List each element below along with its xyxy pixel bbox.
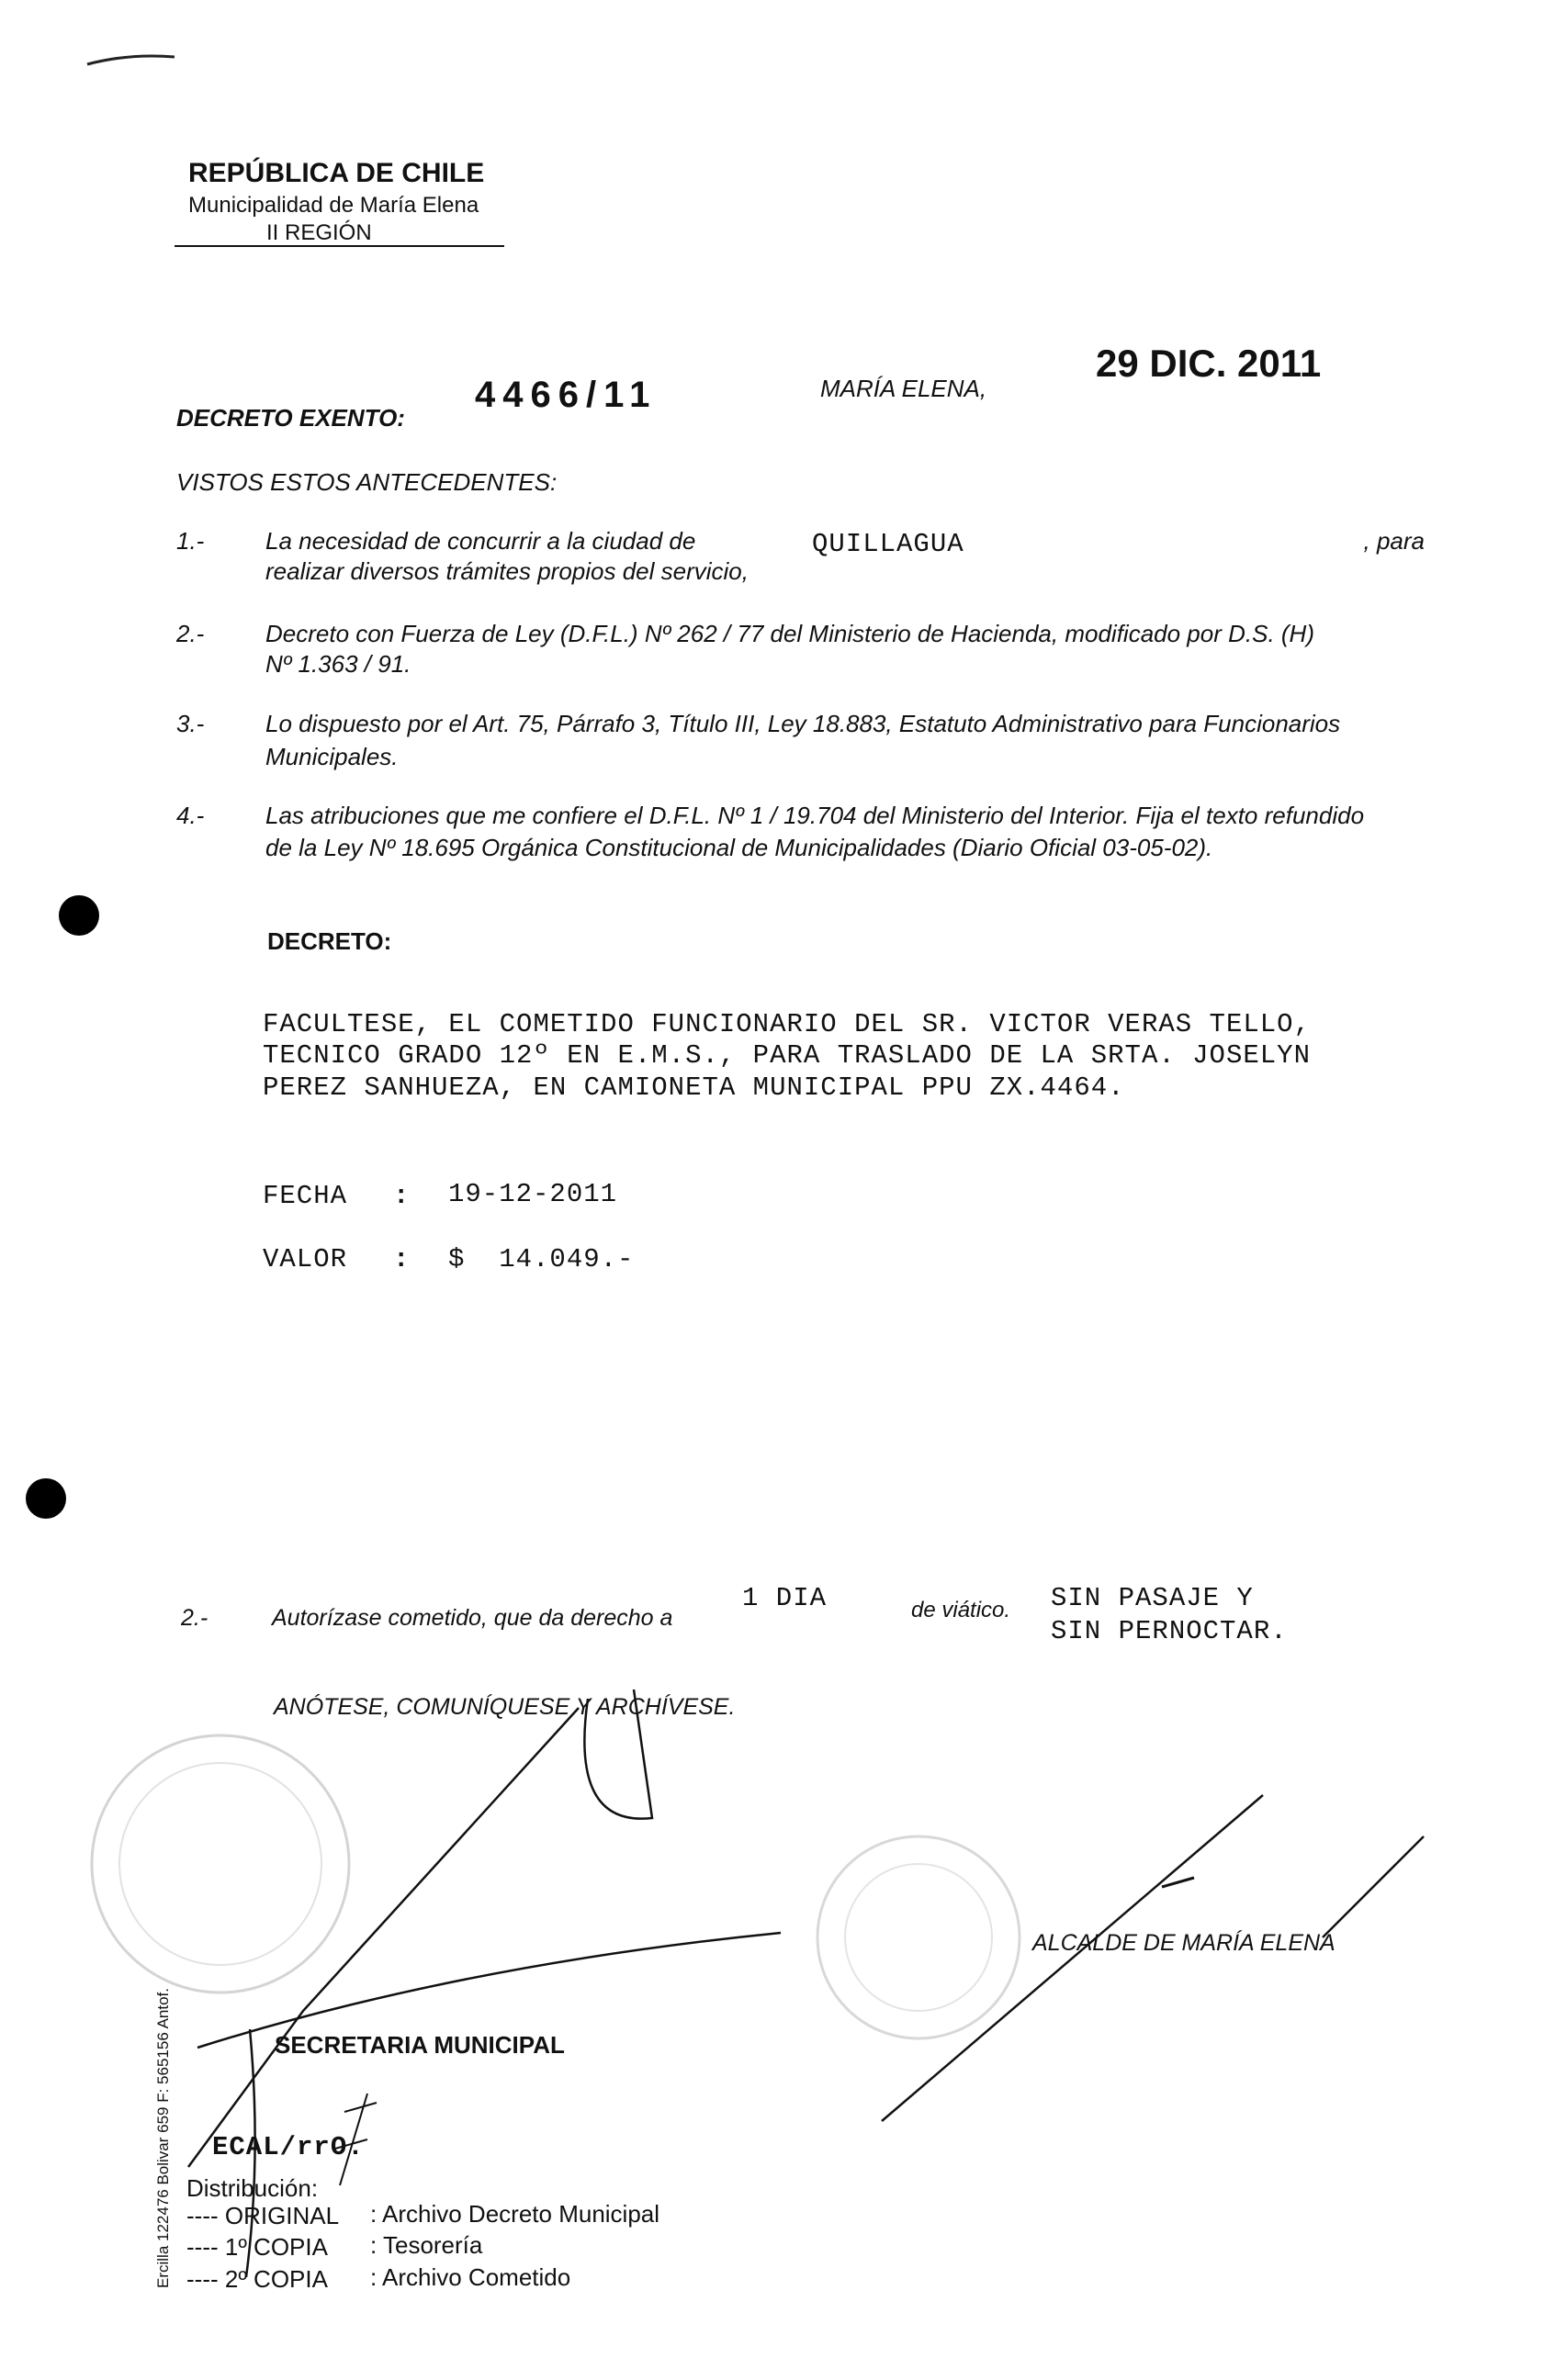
- antecedentes-title: VISTOS ESTOS ANTECEDENTES:: [176, 468, 558, 496]
- decreto-body-line: TECNICO GRADO 12º EN E.M.S., PARA TRASLADO DE LA SRTA. JOSELYN: [263, 1040, 1311, 1071]
- decreto-title: DECRETO:: [267, 927, 392, 955]
- item-text: , para: [1363, 527, 1425, 555]
- point2-condition: SIN PASAJE Y: [1051, 1583, 1254, 1613]
- point2-viatico: de viático.: [911, 1598, 1011, 1622]
- point2-text: Autorízase cometido, que da derecho a: [272, 1605, 673, 1631]
- decree-date-stamp: 29 DIC. 2011: [1096, 342, 1322, 385]
- decree-number-stamp: 4466/11: [475, 375, 658, 415]
- distribution-copy: ---- 2º COPIA: [186, 2265, 328, 2293]
- destination-city: QUILLAGUA: [812, 529, 964, 559]
- colon: :: [393, 1244, 411, 1274]
- item-text: Las atribuciones que me confiere el D.F.L. Nº 1 / 19.704 del Ministerio del Interior. Fija el texto refundido: [265, 802, 1365, 829]
- decreto-body-line: FACULTESE, EL COMETIDO FUNCIONARIO DEL SR. VICTOR VERAS TELLO,: [263, 1009, 1311, 1039]
- decree-place: MARÍA ELENA,: [820, 375, 987, 402]
- alcalde-title: ALCALDE DE MARÍA ELENA: [1032, 1930, 1336, 1956]
- point2-days: 1 DIA: [742, 1583, 828, 1613]
- item-number: 2.-: [176, 620, 205, 647]
- valor-value: $ 14.049.-: [448, 1244, 635, 1274]
- item-number: 4.-: [176, 802, 205, 829]
- header-municipality: Municipalidad de María Elena: [188, 193, 479, 218]
- distribution-dest: : Archivo Decreto Municipal: [370, 2200, 660, 2228]
- distribution-title: Distribución:: [186, 2174, 319, 2202]
- distribution-dest: : Tesorería: [370, 2231, 483, 2259]
- item-text: Lo dispuesto por el Art. 75, Párrafo 3, Título III, Ley 18.883, Estatuto Administrativo para Funcionarios: [265, 710, 1341, 737]
- header-country: REPÚBLICA DE CHILE: [188, 158, 485, 188]
- item-number: 3.-: [176, 710, 205, 737]
- signature-alcalde: [882, 1795, 1263, 2121]
- printer-note: Ercilla 122476 Bolivar 659 F: 565156 Antof.: [154, 1988, 172, 2288]
- header-region: II REGIÓN: [266, 220, 372, 245]
- closing-formula: ANÓTESE, COMUNÍQUESE Y ARCHÍVESE.: [274, 1694, 736, 1720]
- initials: ECAL/rrO.: [212, 2132, 365, 2162]
- item-text: Municipales.: [265, 743, 399, 770]
- point2-number: 2.-: [181, 1605, 208, 1631]
- distribution-dest: : Archivo Cometido: [370, 2263, 571, 2291]
- municipal-seal-left: [92, 1735, 349, 1993]
- valor-label: VALOR: [263, 1244, 348, 1274]
- item-text: Nº 1.363 / 91.: [265, 650, 411, 678]
- punch-hole: [59, 895, 99, 936]
- item-text: realizar diversos trámites propios del servicio,: [265, 557, 749, 585]
- distribution-copy: ---- ORIGINAL: [186, 2202, 340, 2229]
- item-text: La necesidad de concurrir a la ciudad de: [265, 527, 696, 555]
- distribution-copy: ---- 1º COPIA: [186, 2233, 328, 2261]
- decreto-body-line: PEREZ SANHUEZA, EN CAMIONETA MUNICIPAL PPU ZX.4464.: [263, 1072, 1125, 1103]
- colon: :: [393, 1181, 411, 1211]
- item-text: de la Ley Nº 18.695 Orgánica Constitucional de Municipalidades (Diario Oficial 03-05-02).: [265, 834, 1213, 861]
- signature-secretaria: [188, 1708, 579, 2167]
- fecha-value: 19-12-2011: [448, 1179, 618, 1209]
- item-number: 1.-: [176, 527, 205, 555]
- secretaria-title: SECRETARIA MUNICIPAL: [275, 2031, 565, 2059]
- header-divider: [175, 245, 504, 247]
- fecha-label: FECHA: [263, 1181, 348, 1211]
- decree-label: DECRETO EXENTO:: [176, 404, 405, 432]
- point2-condition: SIN PERNOCTAR.: [1051, 1616, 1288, 1646]
- municipal-seal-right: [817, 1836, 1020, 2038]
- item-text: Decreto con Fuerza de Ley (D.F.L.) Nº 262 / 77 del Ministerio de Hacienda, modificado por D.S. (H): [265, 620, 1314, 647]
- punch-hole: [26, 1478, 66, 1519]
